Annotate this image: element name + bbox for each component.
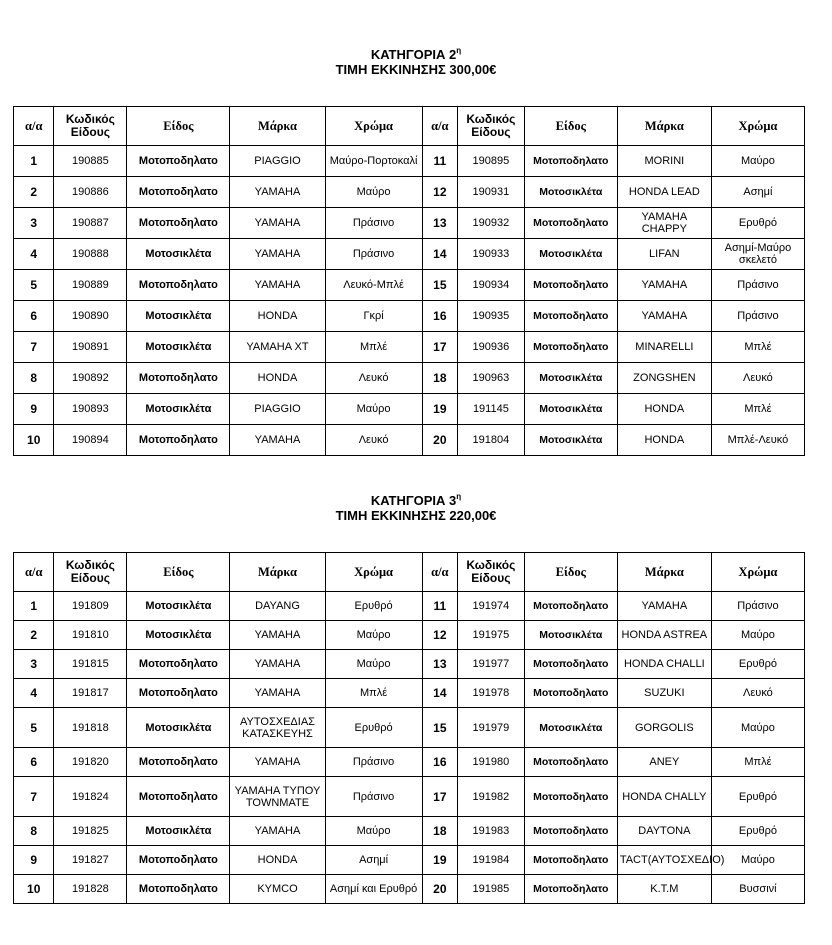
cell-brand: HONDA bbox=[617, 394, 711, 425]
cell-aa: 13 bbox=[422, 650, 457, 679]
header-color: Χρώμα bbox=[711, 107, 804, 146]
cell-color: Μαύρο bbox=[325, 650, 422, 679]
cell-aa: 1 bbox=[14, 146, 54, 177]
cell-color: Ασημί bbox=[325, 846, 422, 875]
cell-kind: Μοτοποδηλατο bbox=[524, 679, 617, 708]
cell-aa: 20 bbox=[422, 425, 457, 456]
cell-kind: Μοτοσικλέτα bbox=[127, 239, 230, 270]
cell-brand: YAMAHA bbox=[230, 270, 325, 301]
cell-color: Πράσινο bbox=[325, 777, 422, 817]
cell-brand: YAMAHA bbox=[230, 239, 325, 270]
cell-color: Ερυθρό bbox=[711, 208, 804, 239]
cell-code: 190886 bbox=[54, 177, 127, 208]
cell-kind: Μοτοποδηλατο bbox=[127, 270, 230, 301]
table-row bbox=[14, 817, 805, 846]
table-row bbox=[14, 177, 805, 208]
cell-code: 191975 bbox=[458, 621, 525, 650]
cell-brand: KYMCO bbox=[230, 875, 325, 904]
table-row bbox=[14, 592, 805, 621]
cell-brand: ZONGSHEN bbox=[617, 363, 711, 394]
cell-color: Ασημί-Μαύρο σκελετό bbox=[711, 239, 804, 270]
header-code: Κωδικός Είδους bbox=[54, 553, 127, 592]
cell-brand: YAMAHA bbox=[617, 592, 711, 621]
cell-code: 190885 bbox=[54, 146, 127, 177]
cell-aa: 2 bbox=[14, 621, 54, 650]
cell-code: 190891 bbox=[54, 332, 127, 363]
cell-code: 191810 bbox=[54, 621, 127, 650]
cell-brand: PIAGGIO bbox=[230, 394, 325, 425]
cell-color: Μαύρο-Πορτοκαλί bbox=[325, 146, 422, 177]
cell-code: 190888 bbox=[54, 239, 127, 270]
table-row bbox=[14, 301, 805, 332]
cell-kind: Μοτοσικλέτα bbox=[127, 592, 230, 621]
cell-aa: 6 bbox=[14, 301, 54, 332]
header-color: Χρώμα bbox=[325, 107, 422, 146]
cell-aa: 9 bbox=[14, 846, 54, 875]
cell-code: 190893 bbox=[54, 394, 127, 425]
cell-aa: 7 bbox=[14, 777, 54, 817]
cell-code: 190892 bbox=[54, 363, 127, 394]
cell-color: Λευκό bbox=[711, 679, 804, 708]
header-color: Χρώμα bbox=[711, 553, 804, 592]
cell-color: Πράσινο bbox=[711, 270, 804, 301]
cell-kind: Μοτοποδηλατο bbox=[127, 679, 230, 708]
cell-aa: 9 bbox=[14, 394, 54, 425]
cell-code: 190895 bbox=[458, 146, 525, 177]
cell-color: Ερυθρό bbox=[325, 592, 422, 621]
table-row bbox=[14, 621, 805, 650]
cell-aa: 10 bbox=[14, 875, 54, 904]
cell-aa: 8 bbox=[14, 817, 54, 846]
cell-aa: 8 bbox=[14, 363, 54, 394]
cell-brand: MINARELLI bbox=[617, 332, 711, 363]
cell-brand: YAMAHA bbox=[230, 748, 325, 777]
cell-brand: PIAGGIO bbox=[230, 146, 325, 177]
table-header-row bbox=[14, 553, 805, 592]
cell-color: Μπλέ-Λευκό bbox=[711, 425, 804, 456]
cell-kind: Μοτοποδηλατο bbox=[127, 748, 230, 777]
cell-code: 190894 bbox=[54, 425, 127, 456]
cell-code: 191984 bbox=[458, 846, 525, 875]
cell-brand: TACT(ΑΥΤΟΣΧΕΔΙΟ) bbox=[617, 846, 711, 875]
cell-code: 190936 bbox=[458, 332, 525, 363]
header-code: Κωδικός Είδους bbox=[458, 107, 525, 146]
table-row bbox=[14, 650, 805, 679]
cell-color: Λευκό bbox=[325, 363, 422, 394]
table-row bbox=[14, 146, 805, 177]
header-aa: α/α bbox=[14, 553, 54, 592]
header-brand: Μάρκα bbox=[230, 107, 325, 146]
table-row bbox=[14, 875, 805, 904]
cell-aa: 11 bbox=[422, 592, 457, 621]
section-1-price: ΤΙΜΗ ΕΚΚΙΝΗΣΗΣ 300,00€ bbox=[335, 62, 497, 77]
cell-code: 191828 bbox=[54, 875, 127, 904]
cell-code: 190963 bbox=[458, 363, 525, 394]
cell-color: Μαύρο bbox=[325, 817, 422, 846]
cell-code: 191818 bbox=[54, 708, 127, 748]
cell-color: Μπλέ bbox=[711, 394, 804, 425]
section-1-body bbox=[14, 146, 805, 456]
header-brand: Μάρκα bbox=[617, 553, 711, 592]
cell-code: 191982 bbox=[458, 777, 525, 817]
cell-aa: 16 bbox=[422, 748, 457, 777]
table-row bbox=[14, 679, 805, 708]
table-row bbox=[14, 332, 805, 363]
cell-kind: Μοτοποδηλατο bbox=[127, 146, 230, 177]
cell-kind: Μοτοποδηλατο bbox=[127, 363, 230, 394]
cell-kind: Μοτοποδηλατο bbox=[524, 846, 617, 875]
section-2-body bbox=[14, 592, 805, 904]
cell-color: Πράσινο bbox=[325, 748, 422, 777]
cell-code: 190887 bbox=[54, 208, 127, 239]
cell-brand: YAMAHA bbox=[230, 177, 325, 208]
cell-kind: Μοτοποδηλατο bbox=[524, 817, 617, 846]
cell-aa: 11 bbox=[422, 146, 457, 177]
cell-color: Λευκό bbox=[325, 425, 422, 456]
cell-brand: YAMAHA bbox=[230, 425, 325, 456]
cell-color: Ασημί bbox=[711, 177, 804, 208]
cell-kind: Μοτοσικλέτα bbox=[127, 817, 230, 846]
cell-brand: HONDA bbox=[230, 846, 325, 875]
cell-color: Μπλέ bbox=[711, 332, 804, 363]
cell-color: Μαύρο bbox=[711, 708, 804, 748]
cell-kind: Μοτοσικλέτα bbox=[524, 239, 617, 270]
header-kind: Είδος bbox=[127, 107, 230, 146]
cell-kind: Μοτοσικλέτα bbox=[127, 394, 230, 425]
cell-color: Ερυθρό bbox=[711, 650, 804, 679]
cell-color: Ερυθρό bbox=[325, 708, 422, 748]
cell-aa: 1 bbox=[14, 592, 54, 621]
cell-aa: 14 bbox=[422, 679, 457, 708]
cell-kind: Μοτοποδηλατο bbox=[524, 592, 617, 621]
cell-color: Ερυθρό bbox=[711, 817, 804, 846]
cell-kind: Μοτοσικλέτα bbox=[524, 708, 617, 748]
cell-brand: YAMAHA CHAPPY bbox=[617, 208, 711, 239]
cell-brand: HONDA CHALLY bbox=[617, 777, 711, 817]
cell-code: 190932 bbox=[458, 208, 525, 239]
header-kind: Είδος bbox=[524, 553, 617, 592]
header-brand: Μάρκα bbox=[617, 107, 711, 146]
cell-brand: YAMAHA bbox=[230, 817, 325, 846]
cell-code: 190890 bbox=[54, 301, 127, 332]
cell-aa: 19 bbox=[422, 846, 457, 875]
cell-brand: SUZUKI bbox=[617, 679, 711, 708]
cell-kind: Μοτοποδηλατο bbox=[524, 875, 617, 904]
cell-aa: 18 bbox=[422, 817, 457, 846]
cell-kind: Μοτοποδηλατο bbox=[127, 777, 230, 817]
cell-code: 191804 bbox=[458, 425, 525, 456]
cell-brand: HONDA bbox=[230, 301, 325, 332]
cell-code: 190933 bbox=[458, 239, 525, 270]
cell-brand: YAMAHA bbox=[230, 208, 325, 239]
cell-kind: Μοτοσικλέτα bbox=[127, 332, 230, 363]
cell-color: Μαύρο bbox=[325, 621, 422, 650]
cell-kind: Μοτοσικλέτα bbox=[524, 177, 617, 208]
cell-code: 191983 bbox=[458, 817, 525, 846]
cell-kind: Μοτοσικλέτα bbox=[524, 394, 617, 425]
cell-code: 191825 bbox=[54, 817, 127, 846]
cell-aa: 18 bbox=[422, 363, 457, 394]
cell-color: Πράσινο bbox=[711, 592, 804, 621]
cell-color: Πράσινο bbox=[711, 301, 804, 332]
cell-kind: Μοτοποδηλατο bbox=[524, 332, 617, 363]
header-aa: α/α bbox=[422, 107, 457, 146]
cell-color: Λευκό-Μπλέ bbox=[325, 270, 422, 301]
header-aa: α/α bbox=[14, 107, 54, 146]
cell-aa: 15 bbox=[422, 708, 457, 748]
cell-brand: HONDA CHALLI bbox=[617, 650, 711, 679]
cell-color: Μαύρο bbox=[711, 846, 804, 875]
cell-aa: 14 bbox=[422, 239, 457, 270]
cell-code: 191824 bbox=[54, 777, 127, 817]
cell-aa: 3 bbox=[14, 650, 54, 679]
cell-code: 191815 bbox=[54, 650, 127, 679]
cell-kind: Μοτοσικλέτα bbox=[127, 708, 230, 748]
table-row bbox=[14, 363, 805, 394]
section-1-table bbox=[13, 106, 805, 456]
cell-kind: Μοτοποδηλατο bbox=[127, 208, 230, 239]
cell-aa: 10 bbox=[14, 425, 54, 456]
table-row bbox=[14, 425, 805, 456]
cell-brand: ΑΥΤΟΣΧΕΔΙΑΣ ΚΑΤΑΣΚΕΥΗΣ bbox=[230, 708, 325, 748]
cell-brand: YAMAHA bbox=[230, 621, 325, 650]
cell-kind: Μοτοποδηλατο bbox=[524, 270, 617, 301]
cell-code: 191985 bbox=[458, 875, 525, 904]
cell-kind: Μοτοσικλέτα bbox=[127, 301, 230, 332]
table-row bbox=[14, 394, 805, 425]
header-brand: Μάρκα bbox=[230, 553, 325, 592]
cell-code: 191974 bbox=[458, 592, 525, 621]
table-row bbox=[14, 208, 805, 239]
table-row bbox=[14, 777, 805, 817]
cell-aa: 12 bbox=[422, 177, 457, 208]
cell-color: Λευκό bbox=[711, 363, 804, 394]
section-2-table bbox=[13, 552, 805, 904]
cell-brand: YAMAHA bbox=[617, 270, 711, 301]
cell-kind: Μοτοποδηλατο bbox=[127, 177, 230, 208]
cell-kind: Μοτοποδηλατο bbox=[127, 875, 230, 904]
cell-code: 191977 bbox=[458, 650, 525, 679]
cell-brand: YAMAHA ΤΥΠΟΥ TOWNMATE bbox=[230, 777, 325, 817]
cell-code: 191809 bbox=[54, 592, 127, 621]
cell-brand: YAMAHA bbox=[230, 650, 325, 679]
cell-kind: Μοτοποδηλατο bbox=[524, 650, 617, 679]
cell-kind: Μοτοσικλέτα bbox=[524, 363, 617, 394]
cell-code: 190934 bbox=[458, 270, 525, 301]
header-color: Χρώμα bbox=[325, 553, 422, 592]
cell-aa: 3 bbox=[14, 208, 54, 239]
table-row bbox=[14, 239, 805, 270]
cell-kind: Μοτοποδηλατο bbox=[524, 208, 617, 239]
table-header-row bbox=[14, 107, 805, 146]
cell-code: 191978 bbox=[458, 679, 525, 708]
cell-kind: Μοτοποδηλατο bbox=[524, 301, 617, 332]
cell-kind: Μοτοσικλέτα bbox=[524, 621, 617, 650]
cell-aa: 6 bbox=[14, 748, 54, 777]
header-aa: α/α bbox=[422, 553, 457, 592]
cell-aa: 12 bbox=[422, 621, 457, 650]
cell-aa: 16 bbox=[422, 301, 457, 332]
cell-aa: 19 bbox=[422, 394, 457, 425]
cell-brand: DAYTONA bbox=[617, 817, 711, 846]
cell-code: 191817 bbox=[54, 679, 127, 708]
cell-code: 190931 bbox=[458, 177, 525, 208]
cell-code: 191979 bbox=[458, 708, 525, 748]
cell-brand: YAMAHA XT bbox=[230, 332, 325, 363]
cell-brand: YAMAHA bbox=[230, 679, 325, 708]
table-row bbox=[14, 708, 805, 748]
cell-code: 191980 bbox=[458, 748, 525, 777]
cell-aa: 13 bbox=[422, 208, 457, 239]
cell-code: 191820 bbox=[54, 748, 127, 777]
cell-brand: HONDA LEAD bbox=[617, 177, 711, 208]
section-2-title: ΚΑΤΗΓΟΡΙΑ $3^\eta$ bbox=[370, 492, 462, 508]
cell-color: Μπλέ bbox=[711, 748, 804, 777]
cell-brand: HONDA bbox=[617, 425, 711, 456]
cell-color: Μαύρο bbox=[711, 146, 804, 177]
cell-kind: Μοτοσικλέτα bbox=[127, 621, 230, 650]
cell-brand: LIFAN bbox=[617, 239, 711, 270]
cell-aa: 5 bbox=[14, 708, 54, 748]
cell-brand: MORINI bbox=[617, 146, 711, 177]
cell-aa: 15 bbox=[422, 270, 457, 301]
cell-color: Μπλέ bbox=[325, 679, 422, 708]
header-code: Κωδικός Είδους bbox=[458, 553, 525, 592]
cell-color: Βυσσινί bbox=[711, 875, 804, 904]
section-2-heading bbox=[0, 493, 832, 523]
table-row bbox=[14, 846, 805, 875]
cell-kind: Μοτοποδηλατο bbox=[127, 846, 230, 875]
cell-aa: 7 bbox=[14, 332, 54, 363]
cell-aa: 17 bbox=[422, 777, 457, 817]
section-1-heading bbox=[0, 47, 832, 77]
cell-kind: Μοτοποδηλατο bbox=[127, 650, 230, 679]
cell-code: 190889 bbox=[54, 270, 127, 301]
cell-kind: Μοτοποδηλατο bbox=[524, 748, 617, 777]
section-1-title: ΚΑΤΗΓΟΡΙΑ $2^\eta$ bbox=[370, 46, 462, 62]
cell-color: Μαύρο bbox=[711, 621, 804, 650]
cell-brand: K.T.M bbox=[617, 875, 711, 904]
header-kind: Είδος bbox=[524, 107, 617, 146]
cell-aa: 4 bbox=[14, 679, 54, 708]
cell-color: Μαύρο bbox=[325, 177, 422, 208]
cell-color: Μαύρο bbox=[325, 394, 422, 425]
cell-brand: YAMAHA bbox=[617, 301, 711, 332]
cell-code: 191145 bbox=[458, 394, 525, 425]
cell-color: Ασημί και Ερυθρό bbox=[325, 875, 422, 904]
cell-kind: Μοτοποδηλατο bbox=[524, 777, 617, 817]
table-row bbox=[14, 270, 805, 301]
cell-brand: DAYANG bbox=[230, 592, 325, 621]
cell-kind: Μοτοσικλέτα bbox=[524, 425, 617, 456]
cell-kind: Μοτοποδηλατο bbox=[524, 146, 617, 177]
cell-color: Ερυθρό bbox=[711, 777, 804, 817]
cell-code: 190935 bbox=[458, 301, 525, 332]
header-kind: Είδος bbox=[127, 553, 230, 592]
cell-color: Πράσινο bbox=[325, 239, 422, 270]
cell-brand: HONDA bbox=[230, 363, 325, 394]
section-2-price: ΤΙΜΗ ΕΚΚΙΝΗΣΗΣ 220,00€ bbox=[335, 508, 497, 523]
header-code: Κωδικός Είδους bbox=[54, 107, 127, 146]
cell-aa: 2 bbox=[14, 177, 54, 208]
cell-brand: ANEY bbox=[617, 748, 711, 777]
table-row bbox=[14, 748, 805, 777]
cell-color: Μπλέ bbox=[325, 332, 422, 363]
cell-aa: 5 bbox=[14, 270, 54, 301]
cell-brand: GORGOLIS bbox=[617, 708, 711, 748]
cell-kind: Μοτοποδηλατο bbox=[127, 425, 230, 456]
cell-brand: HONDA ASTREA bbox=[617, 621, 711, 650]
cell-aa: 4 bbox=[14, 239, 54, 270]
cell-aa: 17 bbox=[422, 332, 457, 363]
cell-color: Πράσινο bbox=[325, 208, 422, 239]
cell-code: 191827 bbox=[54, 846, 127, 875]
cell-aa: 20 bbox=[422, 875, 457, 904]
cell-color: Γκρί bbox=[325, 301, 422, 332]
